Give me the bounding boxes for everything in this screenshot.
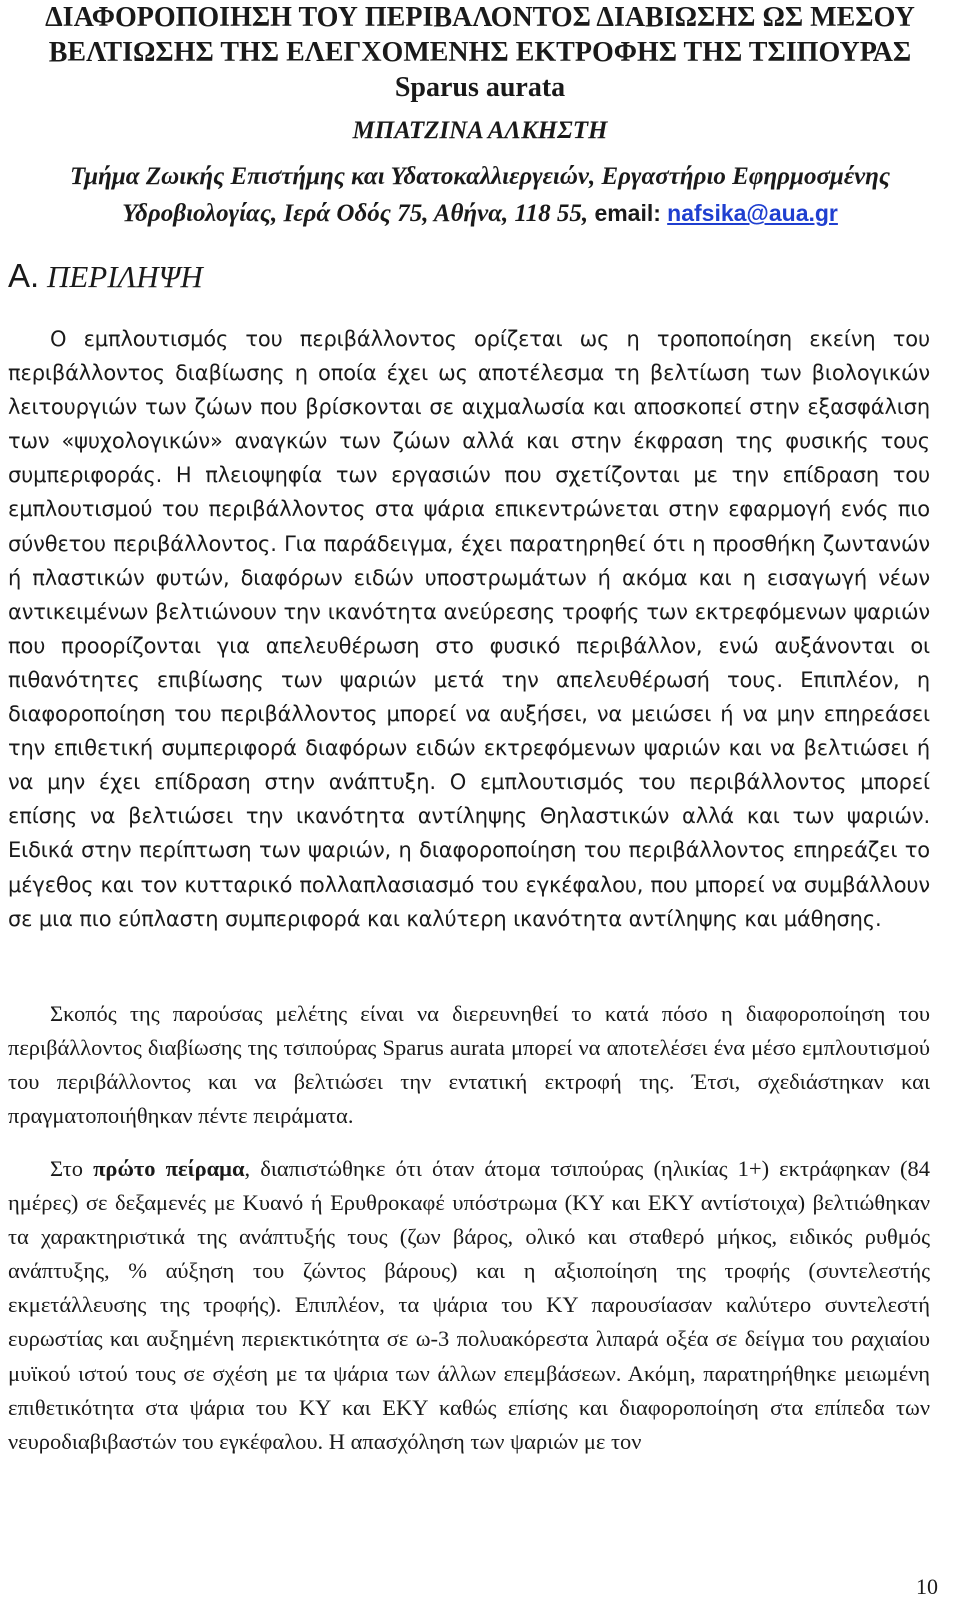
email-label: email: — [594, 200, 661, 226]
paragraph-aim — [8, 997, 930, 1133]
paragraph-experiment-1 — [8, 1152, 930, 1459]
paragraph-intro-text: Ο εμπλουτισμός του περιβάλλοντος ορίζεται ως η τροποποίηση εκείνη του περιβάλλοντος διαβίωσης η οποία έχει ως αποτέλεσμα τη βελτίωση των βιολογικών λειτουργιών των ζώων που βρίσκονται σε αιχμαλωσία και αποσκοπεί στην εξασφάλιση των «ψυχολογικών» αναγκών των ζώων αλλά και στην έκφραση της φυσικής τους συμπεριφοράς. Η πλειοψηφία των εργασιών που σχετίζονται με την επίδραση του εμπλουτισμού του περιβάλλοντος στα ψάρια επικεντρώνεται στην εφαρμογή ενός πιο σύνθετου περιβάλλοντος. Για παράδειγμα, έχει παρατηρηθεί ότι η προσθήκη ζωντανών ή πλαστικών φυτών, διαφόρων ειδών υποστρωμάτων ή ακόμα και η εισαγωγή νέων αντικειμένων βελτιώνουν την ικανότητα ανεύρεσης τροφής των εκτρεφόμενων ψαριών που προορίζονται για απελευθέρωση στο φυσικό περιβάλλον, ενώ αυξάνονται οι πιθανότητες επιβίωσης των ψαριών μετά την απελευθέρωσή τους. Επιπλέον, η διαφοροποίηση του περιβάλλοντος μπορεί να αυξήσει, να μειώσει ή να μην επηρεάσει την επιθετική συμπεριφορά διαφόρων ειδών εκτρεφόμενων ψαριών και να βελτιώσει ή να μην έχει επίδραση στην ανάπτυξη. Ο εμπλουτισμός του περιβάλλοντος μπορεί επίσης να βελτιώσει την ικανότητα αντίληψης Θηλαστικών αλλά και των ψαριών. Ειδικά στην περίπτωση των ψαριών, η διαφοροποίηση του περιβάλλοντος επηρεάζει το μέγεθος και τον κυτταρικό πολλαπλασιασμό του εγκέφαλου, που μπορεί να συμβάλλουν σε μια πιο εύπλαστη συμπεριφορά και καλύτερη ικανότητα αντίληψης και μάθησης. — [8, 327, 930, 931]
paragraph-exp1-pre: Στο — [50, 1156, 83, 1181]
paper-title: ΔΙΑΦΟΡΟΠΟΙΗΣΗ ΤΟΥ ΠΕΡΙΒΑΛΟΝΤΟΣ ΔΙΑΒΙΩΣΗΣ ΩΣ ΜΕΣΟΥ ΒΕΛΤΙΩΣΗΣ ΤΗΣ ΕΛΕΓΧΟΜΕΝΗΣ ΕΚΤΡΟΦΗΣ ΤΗΣ ΤΣΙΠΟΥΡΑΣ Sparus aurata — [45, 2, 915, 103]
section-number: A. — [8, 257, 40, 294]
paragraph-exp1-bold: πρώτο πείραμα — [93, 1156, 245, 1181]
section-heading — [8, 256, 203, 297]
paragraph-exp1-post: , διαπιστώθηκε ότι όταν άτομα τσιπούρας (ηλικίας 1+) εκτράφηκαν (84 ημέρες) σε δεξαμενές με Κυανό ή Ερυθροκαφέ υπόστρωμα (ΚΥ και ΕΚΥ αντίστοιχα) βελτιώθηκαν τα χαρακτηριστικά της ανάπτυξής τους (ζων βάρος, ολικό και σταθερό μήκος, ειδικός ρυθμός ανάπτυξης, % αύξηση του ζώντος βάρους) και η αξιοποίηση της τροφής (συντελεστής εκμετάλλευσης της τροφής). Επιπλέον, τα ψάρια του ΚΥ παρουσίασαν καλύτερο συντελεστή ευρωστίας και αυξημένη περιεκτικότητα σε ω-3 πολυακόρεστα λιπαρά οξέα σε δείγμα του ραχιαίου μυϊκού ιστού τους σε σχέση με τα ψάρια των άλλων επεμβάσεων. Ακόμη, παρατηρήθηκε μειωμένη επιθετικότητα στα ψάρια του ΚΥ και ΕΚΥ καθώς επίσης και διαφοροποίηση στα επίπεδα των νευροδιαβιβαστών του εγκέφαλου. Η απασχόληση των ψαριών με τον — [8, 1156, 930, 1454]
affiliation — [10, 158, 950, 232]
page-number: 10 — [916, 1574, 938, 1599]
section-title: ΠΕΡΙΛΗΨΗ — [46, 259, 203, 294]
paragraph-aim-text: Σκοπός της παρούσας μελέτης είναι να διερευνηθεί το κατά πόσο η διαφοροποίηση του περιβάλλοντος διαβίωσης της τσιπούρας Sparus aurata μπορεί να αποτελέσει ένα μέσο εμπλουτισμού του περιβάλλοντος και να βελτιώσει την εντατική εκτροφή της. Έτσι, σχεδιάστηκαν και πραγματοποιήθηκαν πέντε πειράματα. — [8, 1001, 930, 1129]
affiliation-text: Τμήμα Ζωικής Επιστήμης και Υδατοκαλλιεργειών, Εργαστήριο Εφηρμοσμένης Υδροβιολογίας, Ιερά Οδός 75, Αθήνα, 118 55, — [69, 163, 891, 227]
email-link[interactable]: nafsika@aua.gr — [667, 200, 838, 226]
paragraph-intro — [8, 322, 930, 936]
author-name: ΜΠΑΤΖΙΝΑ ΑΛΚΗΣΤΗ — [352, 117, 608, 144]
